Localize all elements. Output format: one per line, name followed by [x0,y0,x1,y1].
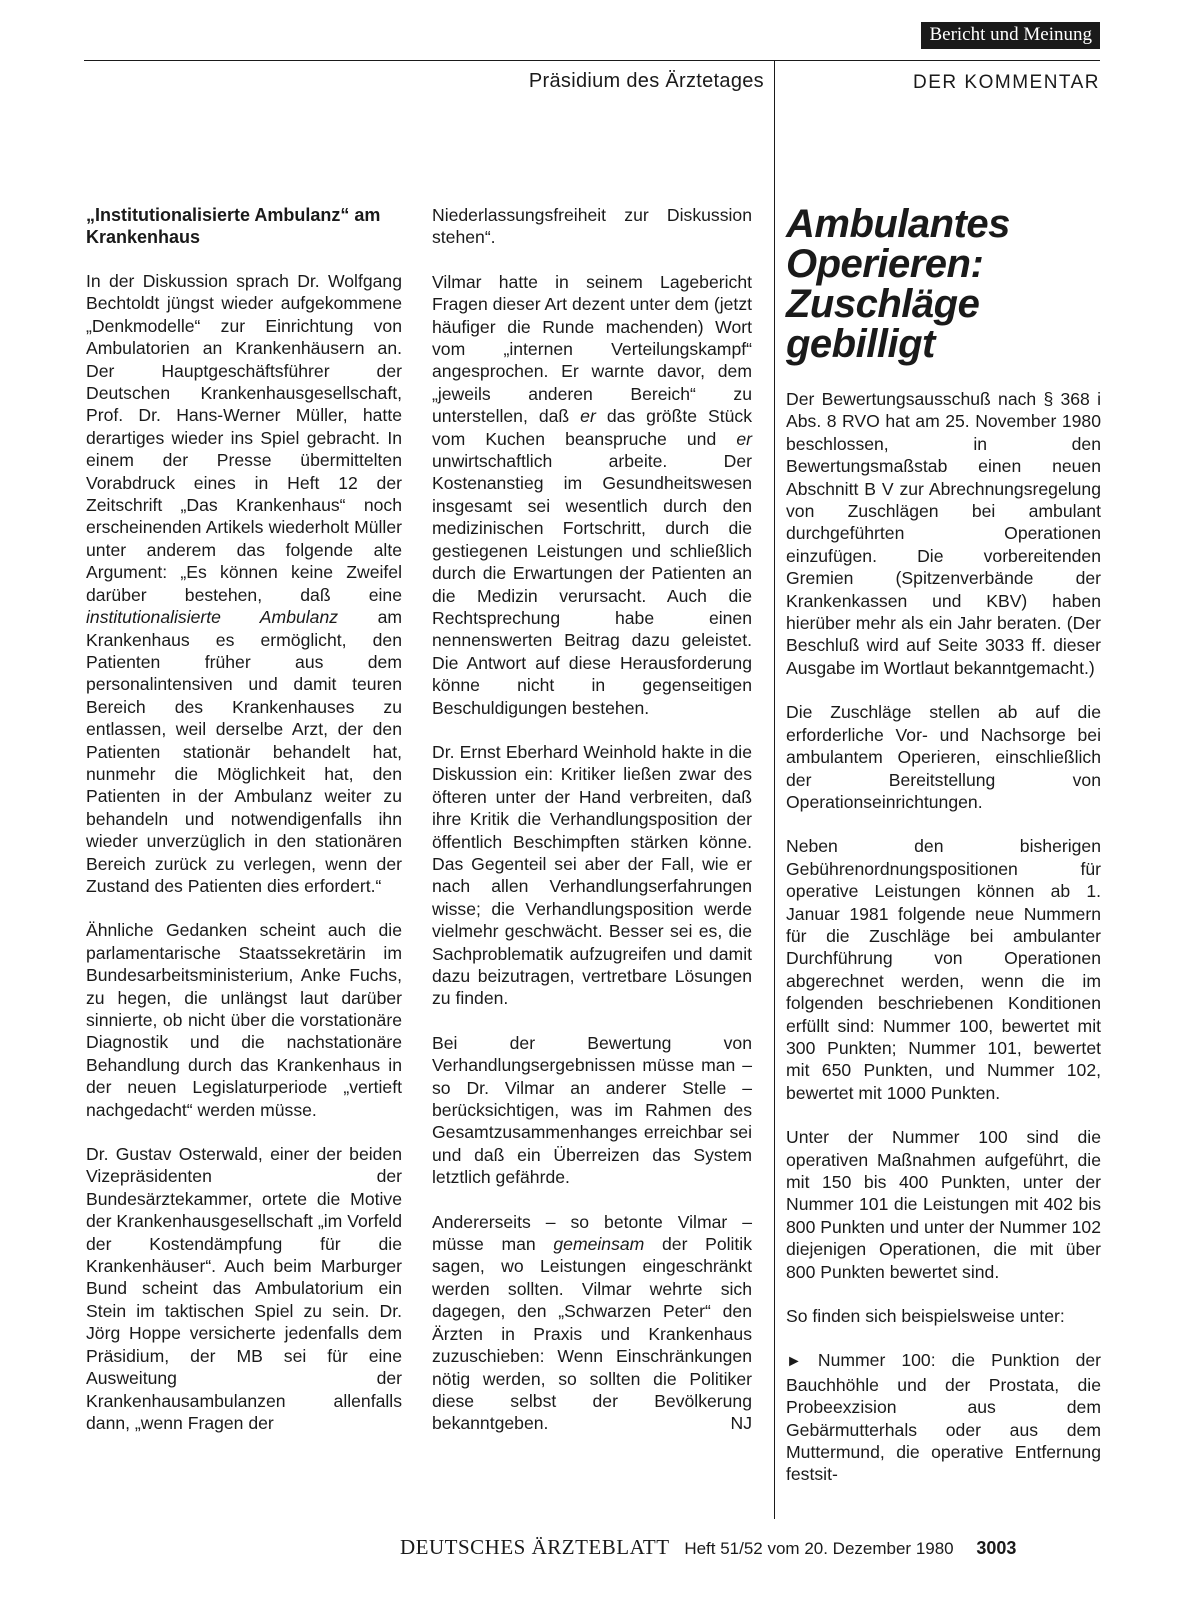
paragraph: Die Zuschläge stellen ab auf die erforderliche Vor- und Nachsorge bei ambulantem Operieren, einschließlich der Bereitstellung von Operationseinrichtungen. [786,702,1101,812]
article-column-1 [86,204,402,1456]
emphasis-text: gemeinsam [553,1234,645,1255]
text-run: unwirtschaftlich arbeite. Der Kostenanstieg im Gesundheitswesen insgesamt sei wesentlich durch den medizinischen Fortschritt, durch die gestiegenen Leistungen und schließlich durch die Erwartungen der Patienten an die Medizin verursacht. Auch die Rechtsprechung habe einen nennenswerten Beitrag dazu geleistet. Die Antwort auf diese Herausforderung könne nicht in gegenseitigen Beschuldigungen bestehen. [432,451,752,718]
article-column-2 [432,204,752,1457]
emphasis-text: er [736,428,752,449]
triangle-bullet-icon: ► [786,1353,802,1371]
paragraph: Ähnliche Gedanken scheint auch die parlamentarische Staatssekretärin im Bundesarbeitsministerium, Anke Fuchs, zu hegen, die unlängst laut darüber sinnierte, ob nicht über die vorstationäre Diagnostik und die nachstationäre Behandlung durch das Krankenhaus in der neuen Legislaturperiode „vertieft nachgedacht“ werden müsse. [86,920,402,1120]
page-number: 3003 [976,1538,1017,1558]
author-signature: NJ [730,1413,752,1434]
subheading: „Institutionalisierte Ambulanz“ am Krankenhaus [86,205,381,247]
emphasis-text: institutionalisierte Ambulanz [86,607,339,628]
paragraph: Bei der Bewertung von Verhandlungsergebnissen müsse man – so Dr. Vilmar an anderer Stelle – berücksichtigen, was im Rahmen des Gesamtzusammenhanges erreichbar sei und daß ein Überreizen das System letztlich gefährde. [432,1032,752,1188]
text-run: Nummer 100: die Punktion der Bauchhöhle und der Prostata, die Probeexzision aus dem Gebärmutterhals oder aus dem Muttermund, die operative Entfernung festsit- [786,1350,1102,1485]
issue-info: Heft 51/52 vom 20. Dezember 1980 [684,1539,954,1558]
text-run: In der Diskussion sprach Dr. Wolfgang Bechtoldt jüngst wieder aufgekommene „Denkmodelle“ zur Einrichtung von Ambulatorien an Krankenhäusern an. Der Hauptgeschäftsführer der Deutschen Krankenhausgesellschaft, Prof. Dr. Hans-Werner Müller, hatte derartiges wieder ins Spiel gebracht. In einem der Presse übermittelten Vorabdruck eines in Heft 12 der Zeitschrift „Das Krankenhaus“ noch erscheinenden Artikels wiederholt Müller unter anderem das folgende alte Argument: „Es können keine Zweifel darüber bestehen, daß eine [86,271,402,605]
text-run: der Politik sagen, wo Leistungen eingeschränkt werden sollten. Vilmar wehrte sich dagegen, den „Schwarzen Peter“ den Ärzten in Praxis und Krankenhaus zuzuschieben: Wenn Einschränkungen nötig werden, so sollten die Politiker diese selbst der Bevölkerung bekanntgeben. [432,1234,753,1434]
commentary-headline: Ambulantes Operieren: Zuschläge gebilligt [786,202,1010,366]
paragraph: Dr. Ernst Eberhard Weinhold hakte in die Diskussion ein: Kritiker ließen zwar des öfteren unter der Hand verbreiten, daß ihre Kritik die Verhandlungsposition der öffentlich Beschimpften stärken könne. Das Gegenteil sei aber der Fall, wie er nach allen Verhandlungserfahrungen wisse; die Verhandlungsposition werde vielmehr geschwächt. Besser sei es, die Sachproblematik aufzugreifen und damit dazu beizutragen, vertretbare Lösungen zu finden. [432,741,752,1009]
text-run: das größte Stück vom Kuchen beanspruche und [432,406,753,449]
paragraph: Neben den bisherigen Gebührenordnungspositionen für operative Leistungen können ab 1. Januar 1981 folgende neue Nummern für die Zuschläge bei ambulanter Durchführung von Operationen abgerechnet werden, wenn die im folgenden beschriebenen Konditionen erfüllt sind: Nummer 100, bewertet mit 300 Punkten; Nummer 101, bewertet mit 650 Punkten, und Nummer 102, bewertet mit 1000 Punkten. [786,836,1101,1103]
paragraph [432,271,752,719]
paragraph: Unter der Nummer 100 sind die operativen Maßnahmen aufgeführt, die mit 150 bis 400 Punkten, unter der Nummer 101 die Leistungen mit 402 bis 800 Punkten und unter der Nummer 102 diejenigen Operationen, die mit über 800 Punkten bewertet sind. [786,1127,1101,1282]
paragraph: Dr. Gustav Osterwald, einer der beiden Vizepräsidenten der Bundesärztekammer, ortete die Motive der Krankenhausgesellschaft „im Vorfeld der Kostendämpfung für die Krankenhäuser“. Auch beim Marburger Bund scheint das Ambulatorium ein Stein im taktischen Spiel zu sein. Dr. Jörg Hoppe versicherte jedenfalls dem Präsidium, der MB sei für eine Ausweitung der Krankenhausambulanzen allenfalls dann, „wenn Fragen der [86,1144,402,1433]
emphasis-text: er [580,406,596,427]
text-run: Vilmar hatte in seinem Lagebericht Fragen dieser Art dezent unter dem (jetzt häufiger die Runde machenden) Wort vom „internen Verteilungskampf“ angesprochen. Er warnte davor, dem „jeweils anderen Bereich“ zu unterstellen, daß [432,271,752,427]
paragraph [432,1211,752,1435]
paragraph [86,270,402,897]
kicker-left: Präsidium des Ärztetages [528,70,764,92]
column-divider [774,60,775,1519]
kicker-right: DER KOMMENTAR [913,72,1100,93]
commentary-column [786,204,1101,1508]
text-run: am Krankenhaus es ermöglicht, den Patienten früher aus dem personalintensiven und damit teuren Bereich des Krankenhauses zu entlassen, weil derselbe Arzt, der den Patienten stationär behandelt hat, nunmehr die Möglichkeit hat, den Patienten in der Ambulanz weiter zu behandeln und notwendigenfalls ihn wieder unverzüglich in den stationären Bereich zurück zu verlegen, wenn der Zustand des Patienten dies erfordert.“ [86,607,403,896]
text-run: Andererseits – so betonte Vilmar – müsse man [432,1211,752,1255]
paragraph: Der Bewertungsausschuß nach § 368 i Abs. 8 RVO hat am 25. November 1980 beschlossen, in den Bewertungsmaßstab einen neuen Abschnitt B V zur Abrechnungsregelung von Zuschlägen bei ambulant durchgeführten Operationen einzufügen. Die vorbereitenden Gremien (Spitzenverbände der Krankenkassen und KBV) haben hierüber mehr als ein Jahr beraten. (Der Beschluß wird auf Seite 3033 ff. dieser Ausgabe im Wortlaut bekanntgemacht.) [786,389,1101,678]
bullet-paragraph [786,1349,1101,1485]
paragraph: Niederlassungsfreiheit zur Diskussion stehen“. [432,205,752,248]
section-badge: Bericht und Meinung [921,22,1100,49]
top-rule [84,60,1100,61]
page-footer [400,1535,1016,1560]
paragraph: So finden sich beispielsweise unter: [786,1306,1065,1327]
magazine-name: DEUTSCHES ÄRZTEBLATT [400,1535,670,1559]
